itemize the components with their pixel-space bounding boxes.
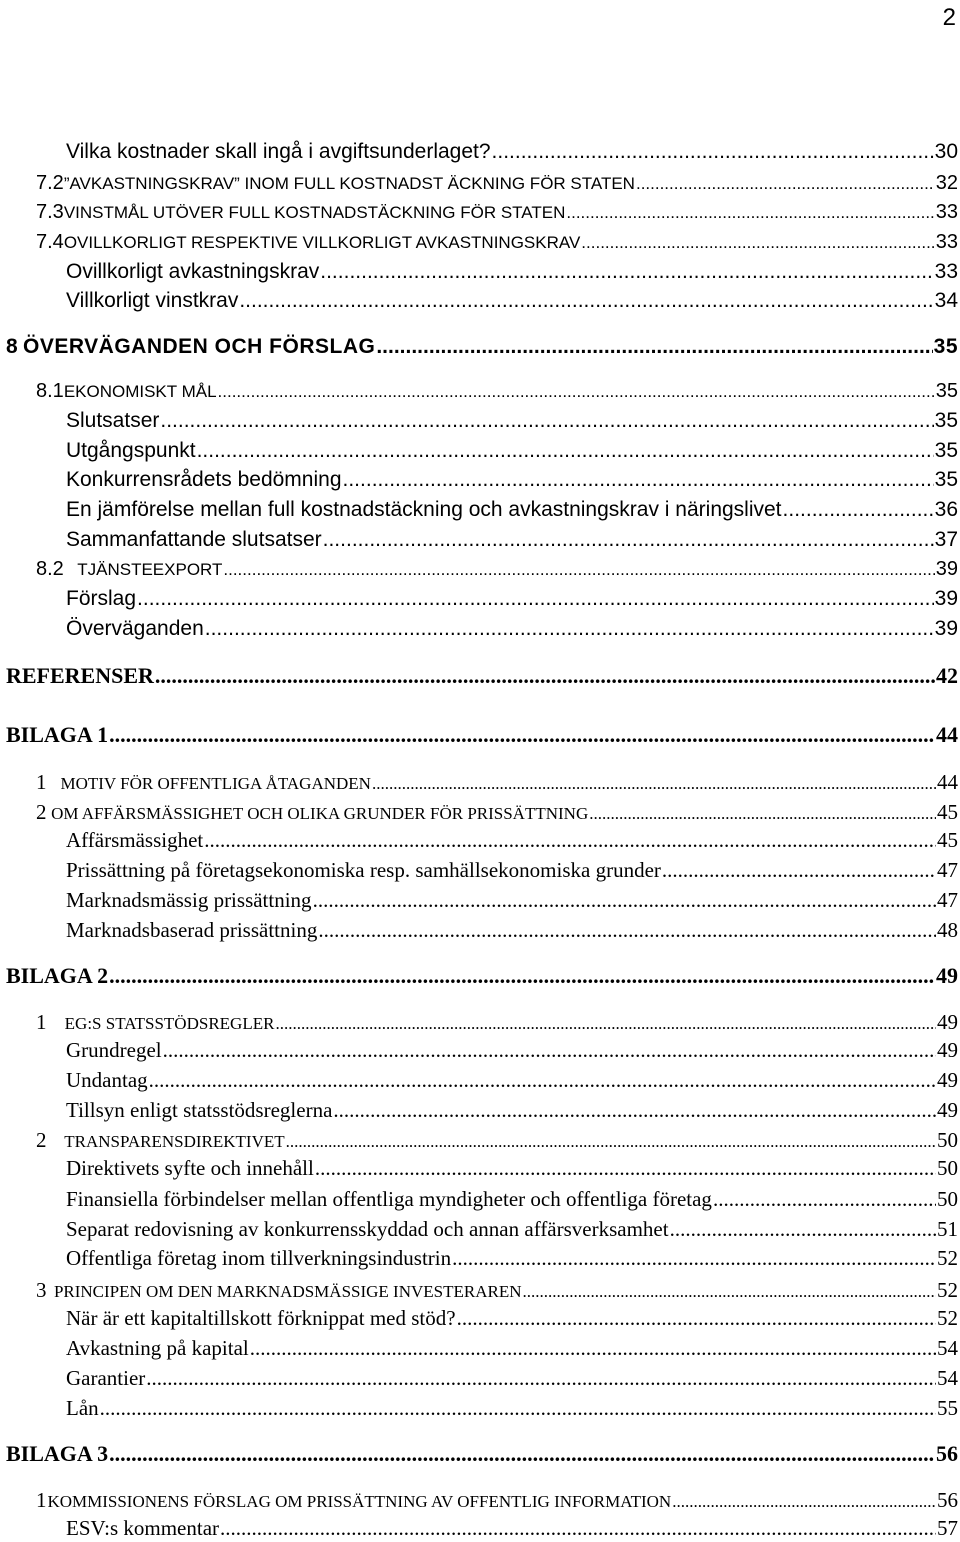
toc-entry-title: TRANSPARENSDIREKTIVET xyxy=(64,1132,285,1151)
toc-entry-title: Utgångspunkt xyxy=(66,439,196,462)
toc-leader-dots xyxy=(581,233,934,253)
toc-entry-title: ÖVERVÄGANDEN OCH FÖRSLAG xyxy=(23,335,376,358)
toc-entry-page: 51 xyxy=(937,1217,958,1241)
toc-entry-number: 8.2 xyxy=(36,558,64,580)
page-number: 2 xyxy=(942,4,956,31)
toc-entry-page: 52 xyxy=(937,1306,958,1330)
toc-entry-page: 39 xyxy=(934,587,958,610)
toc-leader-dots xyxy=(636,174,935,194)
toc-leader-dots xyxy=(566,203,934,223)
toc-entry-number: 7.3 xyxy=(36,201,64,223)
toc-entry-title: Garantier xyxy=(66,1366,146,1390)
toc-leader-dots xyxy=(670,1217,936,1242)
toc-entry-title: Marknadsbaserad prissättning xyxy=(66,918,318,942)
toc-leader-dots xyxy=(315,1156,936,1181)
toc-entry-title: Finansiella förbindelser mellan offentliga myndigheter och offentliga företag xyxy=(66,1187,712,1211)
toc-entry[interactable] xyxy=(66,140,958,164)
toc-entry-page: 50 xyxy=(937,1128,958,1152)
toc-entry-title: TJÄNSTEEXPORT xyxy=(77,560,223,579)
toc-entry[interactable] xyxy=(66,260,958,284)
toc-chapter[interactable] xyxy=(6,963,958,989)
toc-entry-number: 1 xyxy=(36,1010,47,1034)
toc-entry-title: Konkurrensrådets bedömning xyxy=(66,468,342,491)
toc-entry-page: 42 xyxy=(936,663,958,688)
toc-entry-title: Undantag xyxy=(66,1068,148,1092)
toc-entry-title: MOTIV FÖR OFFENTLIGA ÅTAGANDEN xyxy=(60,774,371,793)
toc-entry-page: 33 xyxy=(935,201,958,223)
toc-entry-page: 44 xyxy=(937,770,958,794)
toc-entry[interactable] xyxy=(66,498,958,522)
toc-entry-page: 35 xyxy=(935,380,958,402)
toc-leader-dots xyxy=(523,1282,937,1302)
toc-entry-title: Affärsmässighet xyxy=(66,828,204,852)
toc-entry-page: 30 xyxy=(934,140,958,163)
toc-leader-dots xyxy=(318,918,936,943)
toc-entry-title: Ovillkorligt avkastningskrav xyxy=(66,260,320,283)
toc-entry-number: 7.2 xyxy=(36,172,64,194)
toc-chapter[interactable] xyxy=(6,1441,958,1467)
toc-entry[interactable] xyxy=(36,172,958,195)
toc-entry[interactable] xyxy=(66,528,958,552)
toc-entry-title: BILAGA 3 xyxy=(6,1441,109,1466)
toc-entry[interactable] xyxy=(36,800,958,825)
toc-entry-title: Separat redovisning av konkurrensskyddad och annan affärsverksamhet xyxy=(66,1217,669,1241)
toc-entry-page: 45 xyxy=(937,828,958,852)
toc-entry[interactable] xyxy=(36,558,958,581)
toc-leader-dots xyxy=(109,963,935,989)
toc-entry-page: 49 xyxy=(937,1098,958,1122)
toc-entry-number: 2 xyxy=(36,800,47,824)
toc-leader-dots xyxy=(100,1396,936,1421)
toc-leader-dots xyxy=(109,1441,935,1467)
toc-entry[interactable] xyxy=(66,1068,958,1093)
toc-entry-page: 34 xyxy=(934,289,958,312)
toc-entry-title: KOMMISSIONENS FÖRSLAG OM PRISSÄTTNING AV OFFENTLIG INFORMATION xyxy=(47,1492,672,1511)
toc-entry[interactable] xyxy=(66,587,958,611)
toc-entry-page: 35 xyxy=(934,468,958,491)
toc-entry[interactable] xyxy=(36,770,958,795)
toc-entry-number: 8.1 xyxy=(36,380,64,402)
toc-entry[interactable] xyxy=(36,201,958,224)
toc-entry-number: 8 xyxy=(6,335,19,358)
toc-entry-title: En jämförelse mellan full kostnadstäckning och avkastningskrav i näringslivet xyxy=(66,498,782,521)
toc-entry[interactable] xyxy=(66,1098,958,1123)
toc-entry-page: 55 xyxy=(937,1396,958,1420)
toc-entry-title: Slutsatser xyxy=(66,409,160,432)
toc-leader-dots xyxy=(589,804,936,824)
toc-entry[interactable] xyxy=(66,1246,958,1271)
toc-entry[interactable] xyxy=(66,1366,958,1391)
toc-leader-dots xyxy=(713,1187,936,1212)
toc-entry-title: REFERENSER xyxy=(6,663,154,688)
toc-entry[interactable] xyxy=(36,1278,958,1303)
toc-entry-title: Vilka kostnader skall ingå i avgiftsunderlaget? xyxy=(66,140,491,163)
toc-leader-dots xyxy=(155,663,935,689)
toc-leader-dots xyxy=(343,468,934,492)
toc-entry[interactable] xyxy=(36,1488,958,1513)
toc-entry-page: 35 xyxy=(934,439,958,462)
toc-entry-page: 33 xyxy=(935,231,958,253)
toc-entry[interactable] xyxy=(66,1516,958,1541)
toc-entry-page: 35 xyxy=(934,409,958,432)
toc-entry[interactable] xyxy=(66,1306,958,1331)
toc-leader-dots xyxy=(218,382,935,402)
toc-leader-dots xyxy=(137,587,934,611)
toc-chapter[interactable] xyxy=(6,335,958,359)
toc-entry-title: ESV:s kommentar xyxy=(66,1516,220,1540)
toc-entry-page: 56 xyxy=(936,1441,958,1466)
toc-entry-page: 49 xyxy=(937,1010,958,1034)
toc-entry-page: 47 xyxy=(937,858,958,882)
toc-entry-title: När är ett kapitaltillskott förknippat med stöd? xyxy=(66,1306,456,1330)
toc-entry-page: 50 xyxy=(937,1156,958,1180)
toc-entry-title: Offentliga företag inom tillverkningsindustrin xyxy=(66,1246,452,1270)
toc-leader-dots xyxy=(376,335,932,359)
toc-leader-dots xyxy=(662,858,936,883)
toc-entry-title: Direktivets syfte och innehåll xyxy=(66,1156,314,1180)
toc-leader-dots xyxy=(333,1098,936,1123)
toc-leader-dots xyxy=(286,1132,936,1152)
toc-entry[interactable] xyxy=(36,231,958,254)
toc-entry-page: 39 xyxy=(934,617,958,640)
toc-entry-title: PRINCIPEN OM DEN MARKNADSMÄSSIGE INVESTERAREN xyxy=(53,1282,522,1301)
toc-leader-dots xyxy=(275,1014,936,1034)
toc-entry-title: VINSTMÅL UTÖVER FULL KOSTNADSTÄCKNING FÖR STATEN xyxy=(63,203,566,222)
toc-entry-number: 2 xyxy=(36,1128,47,1152)
toc-entry-page: 56 xyxy=(937,1488,958,1512)
toc-entry[interactable] xyxy=(66,1038,958,1063)
toc-entry-title: BILAGA 2 xyxy=(6,963,109,988)
toc-entry-page: 49 xyxy=(937,1038,958,1062)
toc-entry-title: Tillsyn enligt statsstödsreglerna xyxy=(66,1098,333,1122)
toc-entry-page: 48 xyxy=(937,918,958,942)
toc-leader-dots xyxy=(220,1516,936,1541)
toc-leader-dots xyxy=(239,289,933,313)
toc-entry-title: Villkorligt vinstkrav xyxy=(66,289,239,312)
toc-leader-dots xyxy=(672,1492,936,1512)
toc-entry-number: 1 xyxy=(36,1488,47,1512)
toc-leader-dots xyxy=(163,1038,936,1063)
toc-entry[interactable] xyxy=(36,1010,958,1035)
toc-leader-dots xyxy=(146,1366,936,1391)
toc-chapter[interactable] xyxy=(6,663,958,689)
toc-entry[interactable] xyxy=(36,1128,958,1153)
toc-entry[interactable] xyxy=(66,617,958,641)
toc-leader-dots xyxy=(313,888,936,913)
toc-entry-page: 50 xyxy=(937,1187,958,1211)
toc-leader-dots xyxy=(204,828,936,853)
toc-entry-page: 49 xyxy=(937,1068,958,1092)
toc-entry-number: 3 xyxy=(36,1278,47,1302)
toc-leader-dots xyxy=(323,528,934,552)
toc-entry-title: OVILLKORLIGT RESPEKTIVE VILLKORLIGT AVKASTNINGSKRAV xyxy=(63,233,581,252)
toc-entry-title: Lån xyxy=(66,1396,99,1420)
toc-entry[interactable] xyxy=(66,858,958,883)
toc-entry-page: 33 xyxy=(934,260,958,283)
toc-entry[interactable] xyxy=(66,828,958,853)
toc-leader-dots xyxy=(452,1246,936,1271)
toc-leader-dots xyxy=(223,560,934,580)
toc-entry-title: Förslag xyxy=(66,587,137,610)
toc-entry-page: 36 xyxy=(934,498,958,521)
toc-entry-page: 45 xyxy=(937,800,958,824)
toc-entry-title: ”AVKASTNINGSKRAV” INOM FULL KOSTNADST ÄCKNING FÖR STATEN xyxy=(63,174,635,193)
toc-leader-dots xyxy=(109,722,935,748)
toc-leader-dots xyxy=(372,774,936,794)
toc-entry-title: Prissättning på företagsekonomiska resp. samhällsekonomiska grunder xyxy=(66,858,661,882)
toc-entry[interactable] xyxy=(66,1217,958,1242)
toc-leader-dots xyxy=(250,1336,936,1361)
toc-leader-dots xyxy=(320,260,933,284)
toc-entry-page: 52 xyxy=(937,1246,958,1270)
toc-entry-title: Grundregel xyxy=(66,1038,162,1062)
toc-leader-dots xyxy=(160,409,933,433)
toc-entry[interactable] xyxy=(66,918,958,943)
toc-entry-page: 39 xyxy=(935,558,958,580)
toc-entry-title: Marknadsmässig prissättning xyxy=(66,888,312,912)
toc-leader-dots xyxy=(149,1068,936,1093)
toc-entry[interactable] xyxy=(66,1156,958,1181)
toc-leader-dots xyxy=(205,617,934,641)
toc-entry-page: 44 xyxy=(936,722,958,747)
toc-entry[interactable] xyxy=(36,380,958,403)
toc-entry[interactable] xyxy=(66,888,958,913)
toc-entry-title: Avkastning på kapital xyxy=(66,1336,249,1360)
toc-leader-dots xyxy=(783,498,934,522)
toc-entry[interactable] xyxy=(66,1187,958,1212)
toc-entry-page: 35 xyxy=(933,335,958,358)
toc-entry[interactable] xyxy=(66,1396,958,1421)
toc-entry-title: BILAGA 1 xyxy=(6,722,109,747)
toc-entry[interactable] xyxy=(66,409,958,433)
toc-entry-page: 32 xyxy=(935,172,958,194)
toc-entry-page: 54 xyxy=(937,1366,958,1390)
toc-entry[interactable] xyxy=(66,468,958,492)
toc-entry-page: 49 xyxy=(936,963,958,988)
toc-entry-page: 54 xyxy=(937,1336,958,1360)
toc-entry-page: 52 xyxy=(937,1278,958,1302)
toc-entry[interactable] xyxy=(66,439,958,463)
toc-chapter[interactable] xyxy=(6,722,958,748)
toc-entry-page: 37 xyxy=(934,528,958,551)
toc-entry-title: EG:S STATSSTÖDSREGLER xyxy=(64,1014,275,1033)
toc-leader-dots xyxy=(457,1306,936,1331)
toc-entry-page: 57 xyxy=(937,1516,958,1540)
toc-entry-number: 7.4 xyxy=(36,231,64,253)
toc-entry-title: Överväganden xyxy=(66,617,204,640)
toc-entry-page: 47 xyxy=(937,888,958,912)
toc-leader-dots xyxy=(492,140,934,164)
toc-entry[interactable] xyxy=(66,1336,958,1361)
toc-entry[interactable] xyxy=(66,289,958,313)
toc-leader-dots xyxy=(197,439,934,463)
toc-entry-number: 1 xyxy=(36,770,47,794)
toc-entry-title: EKONOMISKT MÅL xyxy=(63,382,217,401)
toc-entry-title: Sammanfattande slutsatser xyxy=(66,528,322,551)
toc-entry-title: OM AFFÄRSMÄSSIGHET OCH OLIKA GRUNDER FÖR PRISSÄTTNING xyxy=(51,804,589,823)
